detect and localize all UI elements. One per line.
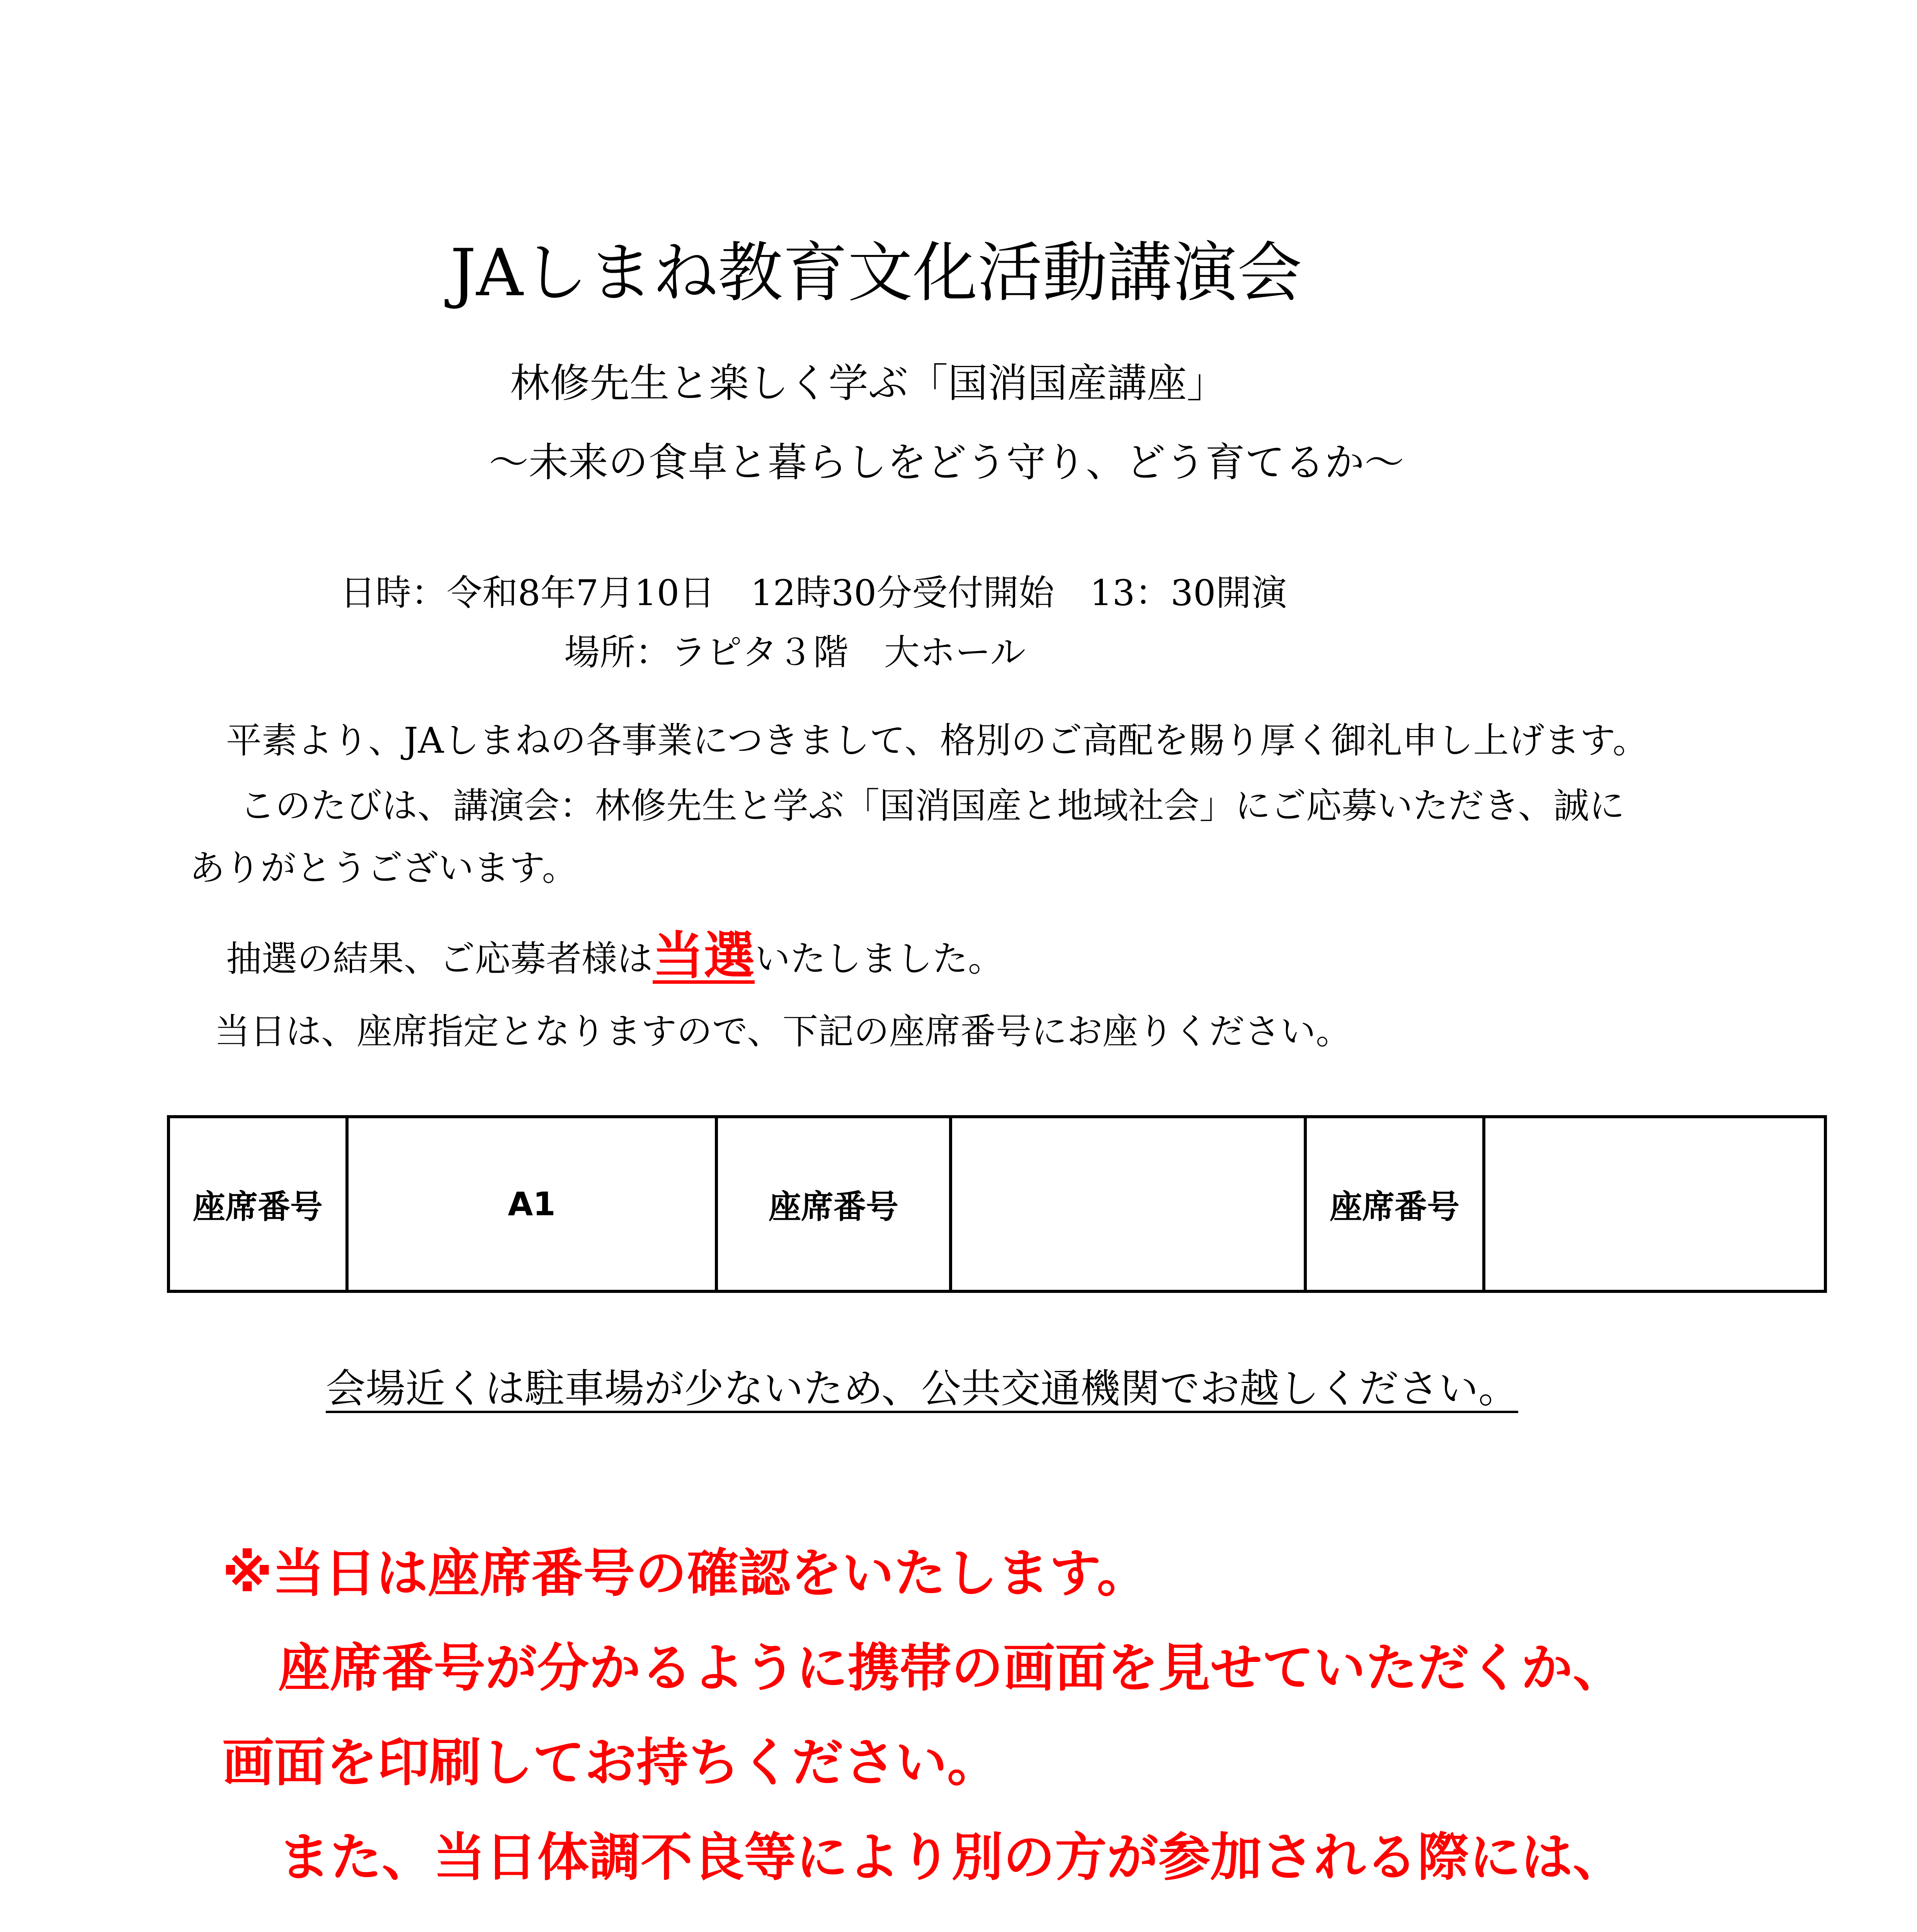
lottery-result-prefix: 抽選の結果、ご応募者様は [226, 938, 653, 980]
lottery-result [226, 926, 1004, 986]
lottery-result-suffix: いたしました。 [755, 938, 1004, 980]
seat-value-cell [1484, 1117, 1825, 1291]
seat-label-cell: 座席番号 [716, 1117, 951, 1291]
seat-number-table [167, 1115, 1827, 1293]
winner-emphasis: 当選 [653, 926, 755, 986]
thanks-paragraph-line1: このたびは、講演会：林修先生と学ぶ「国消国産と地域社会」にご応募いただき、誠に [240, 785, 1625, 827]
subtitle-tagline: 〜未来の食卓と暮らしをどう守り、どう育てるか〜 [489, 439, 1404, 486]
notice-line: 画面を印刷してお持ちください。 [222, 1733, 999, 1793]
seat-label-cell: 座席番号 [168, 1117, 347, 1291]
greeting-paragraph: 平素より、JAしまねの各事業につきまして、格別のご高配を賜り厚く御礼申し上げます。 [226, 720, 1648, 761]
seat-label-cell: 座席番号 [1305, 1117, 1484, 1291]
seat-value-cell: A1 [347, 1117, 716, 1291]
notice-line: また、当日体調不良等により別の方が参加される際には、 [278, 1827, 1625, 1888]
event-venue: 場所：ラピタ３階 大ホール [564, 632, 1026, 673]
notice-line: 座席番号が分かるように携帯の画面を見せていただくか、 [278, 1638, 1625, 1698]
parking-note: 会場近くは駐車場が少ないため、公共交通機関でお越しください。 [326, 1366, 1518, 1412]
table-row [168, 1117, 1825, 1291]
thanks-paragraph-line2: ありがとうございます。 [189, 847, 578, 889]
page-title: JAしまね教育文化活動講演会 [450, 235, 1302, 311]
notice-line: ※当日は座席番号の確認をいたします。 [222, 1543, 1149, 1604]
subtitle: 林修先生と楽しく学ぶ「国消国産講座」 [510, 360, 1226, 406]
seat-instruction: 当日は、座席指定となりますので、下記の座席番号にお座りください。 [214, 1011, 1352, 1052]
event-datetime: 日時：令和8年7月10日 12時30分受付開始 13：30開演 [340, 572, 1287, 614]
seat-value-cell [951, 1117, 1305, 1291]
